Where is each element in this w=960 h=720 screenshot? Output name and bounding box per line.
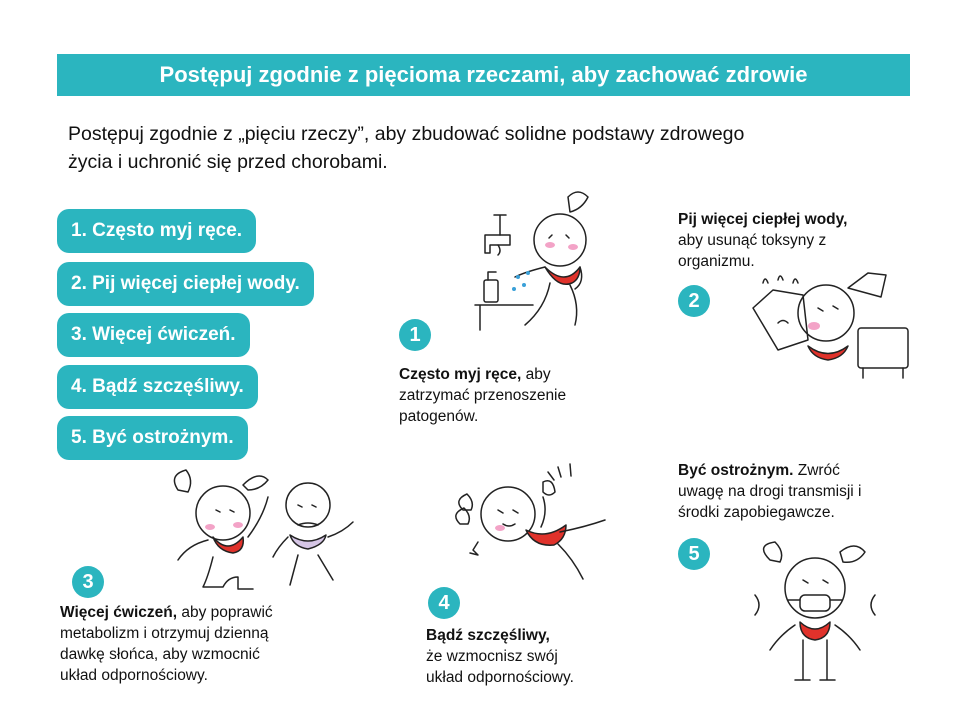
step-5-title: Być ostrożnym.: [678, 462, 794, 479]
step-caption-2: [678, 209, 847, 272]
step-5-line3: środki zapobiegawcze.: [678, 504, 835, 521]
step-caption-3: [60, 602, 273, 686]
list-item-1: 1. Często myj ręce.: [57, 209, 256, 253]
step-2-line2: aby usunąć toksyny z: [678, 232, 827, 249]
exercise-illustration: [158, 465, 358, 595]
step-5-line2: uwagę na drogi transmisji i: [678, 483, 862, 500]
intro-line-1: Postępuj zgodnie z „pięciu rzeczy”, aby zbudować solidne podstawy zdrowego: [68, 123, 745, 145]
intro-text: [68, 120, 918, 176]
step-caption-5: [678, 460, 862, 523]
step-4-line3: układ odpornościowy.: [426, 669, 574, 686]
step-number-3: 3: [72, 566, 104, 598]
step-4-title: Bądź szczęśliwy,: [426, 627, 550, 644]
step-5-line1: Zwróć: [793, 462, 840, 479]
step-3-line3: dawkę słońca, aby wzmocnić: [60, 646, 260, 663]
step-3-title: Więcej ćwiczeń,: [60, 604, 178, 621]
step-caption-1: [399, 364, 566, 427]
step-number-2: 2: [678, 285, 710, 317]
step-2-line3: organizmu.: [678, 253, 755, 270]
step-number-4: 4: [428, 587, 460, 619]
mask-illustration: [745, 540, 885, 690]
step-3-line4: układ odpornościowy.: [60, 667, 208, 684]
step-1-line3: patogenów.: [399, 408, 479, 425]
list-item-2: 2. Pij więcej ciepłej wody.: [57, 262, 314, 306]
happy-pose-illustration: [448, 462, 608, 582]
step-1-title: Często myj ręce,: [399, 366, 522, 383]
page-title: Postępuj zgodnie z pięcioma rzeczami, aby zachować zdrowie: [57, 54, 910, 96]
step-2-title: Pij więcej ciepłej wody,: [678, 211, 848, 228]
handwashing-illustration: [470, 185, 610, 335]
step-number-1: 1: [399, 319, 431, 351]
step-caption-4: [426, 625, 574, 688]
list-item-4: 4. Bądź szczęśliwy.: [57, 365, 258, 409]
list-item-3: 3. Więcej ćwiczeń.: [57, 313, 250, 357]
step-3-line1: aby poprawić: [177, 604, 273, 621]
step-4-line2: że wzmocnisz swój: [426, 648, 558, 665]
step-number-5: 5: [678, 538, 710, 570]
step-1-line1: aby: [521, 366, 551, 383]
intro-line-2: życia i uchronić się przed chorobami.: [68, 151, 388, 173]
list-item-5: 5. Być ostrożnym.: [57, 416, 248, 460]
step-1-line2: zatrzymać przenoszenie: [399, 387, 567, 404]
drinking-water-illustration: [738, 268, 918, 378]
step-3-line2: metabolizm i otrzymuj dzienną: [60, 625, 269, 642]
